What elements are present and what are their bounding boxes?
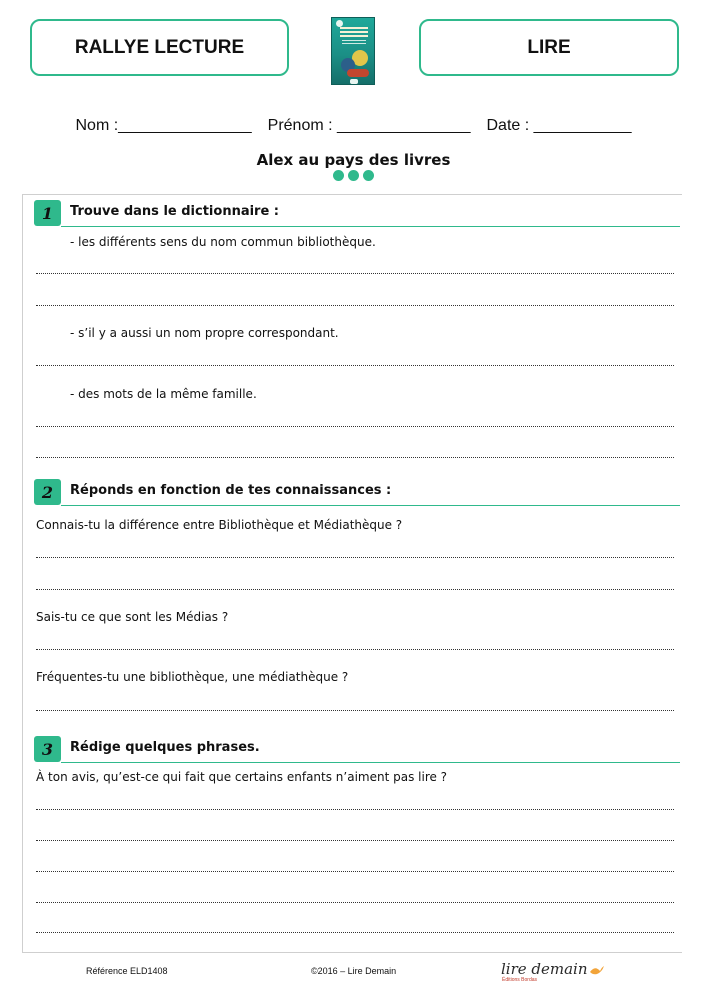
answer-line[interactable] [36,902,674,903]
prenom-field[interactable]: Prénom : _______________ [267,117,471,134]
book-icon [589,963,605,975]
lire-demain-logo [501,960,605,983]
level-dot-icon [348,170,359,181]
section-2-question-2: Sais-tu ce que sont les Médias ? [36,610,229,624]
section-1-header [34,200,680,227]
section-2-title: Réponds en fonction de tes connaissances : [70,483,392,498]
date-field[interactable]: Date : ___________ [486,117,632,134]
section-3-rule [61,762,680,763]
book-cover-image [331,17,375,85]
section-2-question-3: Fréquentes-tu une bibliothèque, une médiathèque ? [36,670,349,684]
content-frame-bottom [22,952,682,953]
answer-line[interactable] [36,589,674,590]
section-2-question-1: Connais-tu la différence entre Bibliothèque et Médiathèque ? [36,518,403,532]
nom-field[interactable]: Nom :_______________ [75,117,252,134]
level-dot-icon [333,170,344,181]
content-frame-left [22,194,23,952]
lire-header-box [419,19,679,76]
section-1-question-2: - s’il y a aussi un nom propre correspondant. [70,326,339,340]
student-identity-line [0,117,707,135]
section-2-rule [61,505,680,506]
answer-line[interactable] [36,649,674,650]
book-title: Alex au pays des livres [256,151,451,169]
rallye-lecture-label: RALLYE LECTURE [74,36,245,58]
section-1-number: 1 [34,200,61,226]
copyright-text: ©2016 – Lire Demain [311,966,397,976]
answer-line[interactable] [36,426,674,427]
answer-line[interactable] [36,710,674,711]
answer-line[interactable] [36,809,674,810]
section-3-header [34,736,680,763]
answer-line[interactable] [36,457,674,458]
answer-line[interactable] [36,871,674,872]
reference-text: Référence ELD1408 [86,966,168,976]
section-1-rule [61,226,680,227]
answer-line[interactable] [36,840,674,841]
section-3-number: 3 [34,736,61,762]
section-3-question-1: À ton avis, qu’est-ce qui fait que certains enfants n’aiment pas lire ? [36,770,448,784]
section-1-title: Trouve dans le dictionnaire : [70,204,280,219]
section-2-number: 2 [34,479,61,505]
section-1-question-1: - les différents sens du nom commun bibliothèque. [70,235,376,249]
answer-line[interactable] [36,365,674,366]
brand-sub: Éditions Bordas [502,977,538,983]
section-3-title: Rédige quelques phrases. [70,740,260,755]
answer-line[interactable] [36,305,674,306]
rallye-lecture-header-box [30,19,289,76]
difficulty-level-dots [333,170,374,181]
brand-name: lire demain [501,960,588,978]
content-frame-top [22,194,682,195]
section-1-question-3: - des mots de la même famille. [70,387,257,401]
level-dot-icon [363,170,374,181]
section-2-header [34,479,680,506]
answer-line[interactable] [36,273,674,274]
answer-line[interactable] [36,557,674,558]
answer-line[interactable] [36,932,674,933]
lire-label: LIRE [527,36,571,58]
